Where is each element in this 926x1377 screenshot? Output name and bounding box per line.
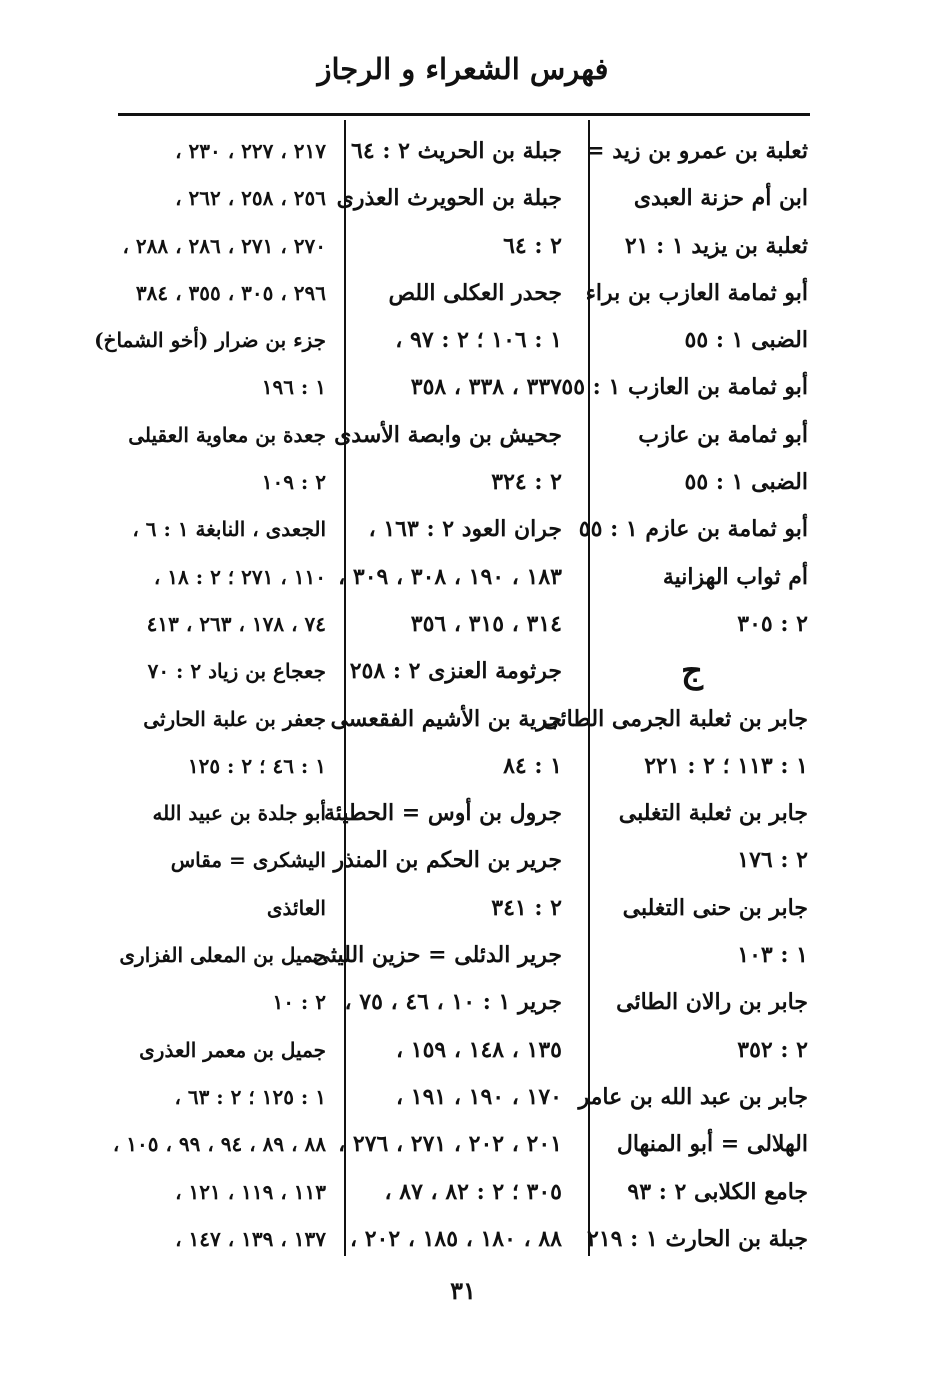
- index-entry-line: ٨٨ ، ١٨٠ ، ١٨٥ ، ٢٠٢ ،: [349, 1225, 562, 1252]
- header-rule: [118, 113, 810, 116]
- index-entry-line: جبلة بن الحارث ١ : ٢١٩: [587, 1225, 808, 1252]
- index-entry-line: أبو جلدة بن عبيد الله: [152, 801, 326, 826]
- index-entry-line: الضبى ١ : ٥٥: [684, 327, 808, 354]
- index-entry-line: جامع الكلابى ٢ : ٩٣: [627, 1178, 808, 1205]
- index-entry-line: جعجاع بن زياد ٢ : ٧٠: [147, 659, 326, 684]
- index-entry-line: ١ : ٤٦ ؛ ٢ : ١٢٥: [187, 753, 326, 778]
- index-entry-line: ٢ : ١٧٦: [737, 847, 808, 874]
- index-entry-line: الجعدى ، النابغة ١ : ٦ ،: [132, 517, 326, 542]
- index-entry-line: جعدة بن معاوية العقيلى: [128, 422, 326, 447]
- index-entry-line: جرثومة العنزى ٢ : ٢٥٨: [349, 658, 562, 685]
- index-entry-line: ٢٩٦ ، ٣٠٥ ، ٣٥٥ ، ٣٨٤: [135, 280, 326, 305]
- index-entry-line: جرية بن الأشيم الفقعسى: [330, 705, 562, 732]
- index-entry-line: الهلالى = أبو المنهال: [616, 1131, 808, 1158]
- page-title: فهرس الشعراء و الرجاز: [317, 52, 609, 86]
- index-entry-line: جابر بن حنى التغلبى: [622, 894, 808, 921]
- index-entry-line: ٢٠١ ، ٢٠٢ ، ٢٧١ ، ٢٧٦ ،: [338, 1131, 562, 1158]
- index-entry-line: ٢ : ٦٤: [503, 232, 562, 259]
- index-column-left: [94, 128, 326, 1263]
- index-entry-line: ١ : ١٢٥ ؛ ٢ : ٦٣ ،: [174, 1084, 326, 1109]
- index-entry-line: جابر بن رالان الطائى: [616, 989, 808, 1016]
- index-entry-line: جابر بن عبد الله بن عامر: [578, 1083, 808, 1110]
- index-entry-line: ثعلبة بن يزيد ١ : ٢١: [624, 232, 808, 259]
- index-entry-line: العائذى: [266, 895, 326, 920]
- index-entry-line: ٢ : ١٠: [272, 990, 326, 1015]
- index-entry-line: ٢ : ٣٠٥: [737, 610, 808, 637]
- index-entry-line: ١١٣ ، ١١٩ ، ١٢١ ،: [175, 1179, 326, 1204]
- index-entry-line: ١٨٣ ، ١٩٠ ، ٣٠٨ ، ٣٠٩ ،: [338, 563, 562, 590]
- index-entry-line: جرير بن الحكم بن المنذر: [333, 847, 562, 874]
- index-entry-line: ٢ : ٣٢٤: [491, 469, 562, 496]
- index-entry-line: ١٣٥ ، ١٤٨ ، ١٥٩ ،: [396, 1036, 562, 1063]
- index-entry-line: جبلة بن الحريث ٢ : ٦٤: [351, 138, 562, 164]
- index-entry-line: ٣٠٥ ؛ ٢ : ٨٢ ، ٨٧ ،: [384, 1178, 562, 1205]
- index-entry-line: أبو ثمامة بن العازب ١ : ٥٥: [561, 374, 808, 401]
- index-entry-line: ١ : ٨٤: [503, 752, 562, 779]
- index-entry-line: ثعلبة بن عمرو بن زيد =: [586, 138, 808, 164]
- index-entry-line: جحدر العكلى اللص: [388, 279, 562, 306]
- index-entry-line: أبو ثمامة العازب بن براء: [585, 279, 808, 306]
- index-entry-line: جابر بن ثعلبة التغلبى: [618, 800, 808, 827]
- index-entry-line: ١ : ١٠٦ ؛ ٢ : ٩٧ ،: [395, 327, 562, 354]
- index-column-right: [542, 128, 808, 1263]
- index-entry-line: أبو ثمامة بن عازب: [638, 421, 808, 448]
- index-entry-line: ١ : ١١٣ ؛ ٢ : ٢٢١: [644, 752, 808, 779]
- section-letter: ج: [681, 651, 703, 692]
- index-entry-line: جحيش بن وابصة الأسدى: [334, 421, 562, 448]
- index-entry-line: جميل بن معمر العذرى: [139, 1037, 326, 1062]
- index-entry-line: ٨٨ ، ٨٩ ، ٩٤ ، ٩٩ ، ١٠٥ ،: [112, 1132, 326, 1157]
- index-entry-line: ١ : ١٩٦: [261, 375, 326, 400]
- index-entry-line: جزء بن ضرار (أخو الشماخ): [94, 328, 326, 353]
- index-entry-line: أم ثواب الهزانية: [662, 563, 808, 590]
- index-entry-line: جعفر بن علبة الحارثى: [143, 706, 326, 731]
- index-entry-line: جابر بن ثعلبة الجرمى الطائى: [542, 705, 808, 732]
- index-entry-line: الضبى ١ : ٥٥: [684, 469, 808, 496]
- index-entry-line: ٧٤ ، ١٧٨ ، ٢٦٣ ، ٤١٣: [146, 611, 326, 636]
- index-entry-line: ٢١٧ ، ٢٢٧ ، ٢٣٠ ،: [175, 139, 326, 163]
- index-entry-line: ٢٧٠ ، ٢٧١ ، ٢٨٦ ، ٢٨٨ ،: [122, 233, 326, 258]
- index-entry-line: جميل بن المعلى الفزارى: [119, 943, 326, 968]
- index-entry-line: ابن أم حزنة العبدى: [633, 185, 808, 212]
- index-entry-line: ٢ : ٣٤١: [491, 894, 562, 921]
- index-entry-line: ١١٠ ، ٢٧١ ؛ ٢ : ١٨ ،: [153, 564, 326, 589]
- index-entry-line: ٢ : ٣٥٢: [737, 1036, 808, 1063]
- index-entry-line: ٣٣٧ ، ٣٣٨ ، ٣٥٨: [410, 374, 562, 401]
- index-entry-line: ٢٥٦ ، ٢٥٨ ، ٢٦٢ ،: [175, 186, 326, 211]
- index-entry-line: ٣١٤ ، ٣١٥ ، ٣٥٦: [410, 610, 562, 637]
- index-entry-line: ١٧٠ ، ١٩٠ ، ١٩١ ،: [396, 1083, 562, 1110]
- index-entry-line: أبو ثمامة بن عازم ١ : ٥٥: [578, 516, 808, 543]
- index-entry-line: ١ : ١٠٣: [737, 942, 808, 969]
- index-entry-line: جرير الدئلى = حزين الليثى: [312, 942, 562, 969]
- page-number: ٣١: [450, 1276, 476, 1305]
- index-entry-line: جبلة بن الحويرث العذرى: [336, 185, 562, 212]
- index-entry-line: ١٣٧ ، ١٣٩ ، ١٤٧ ،: [175, 1226, 326, 1251]
- index-entry-line: اليشكرى = مقاس: [170, 848, 326, 873]
- index-column-middle: [312, 128, 562, 1263]
- index-entry-line: جرول بن أوس = الحطيئة: [323, 800, 562, 827]
- index-entry-line: جران العود ٢ : ١٦٣ ،: [368, 516, 562, 543]
- index-entry-line: جرير ١ : ١٠ ، ٤٦ ، ٧٥ ،: [344, 989, 562, 1016]
- index-entry-line: ٢ : ١٠٩: [261, 470, 326, 495]
